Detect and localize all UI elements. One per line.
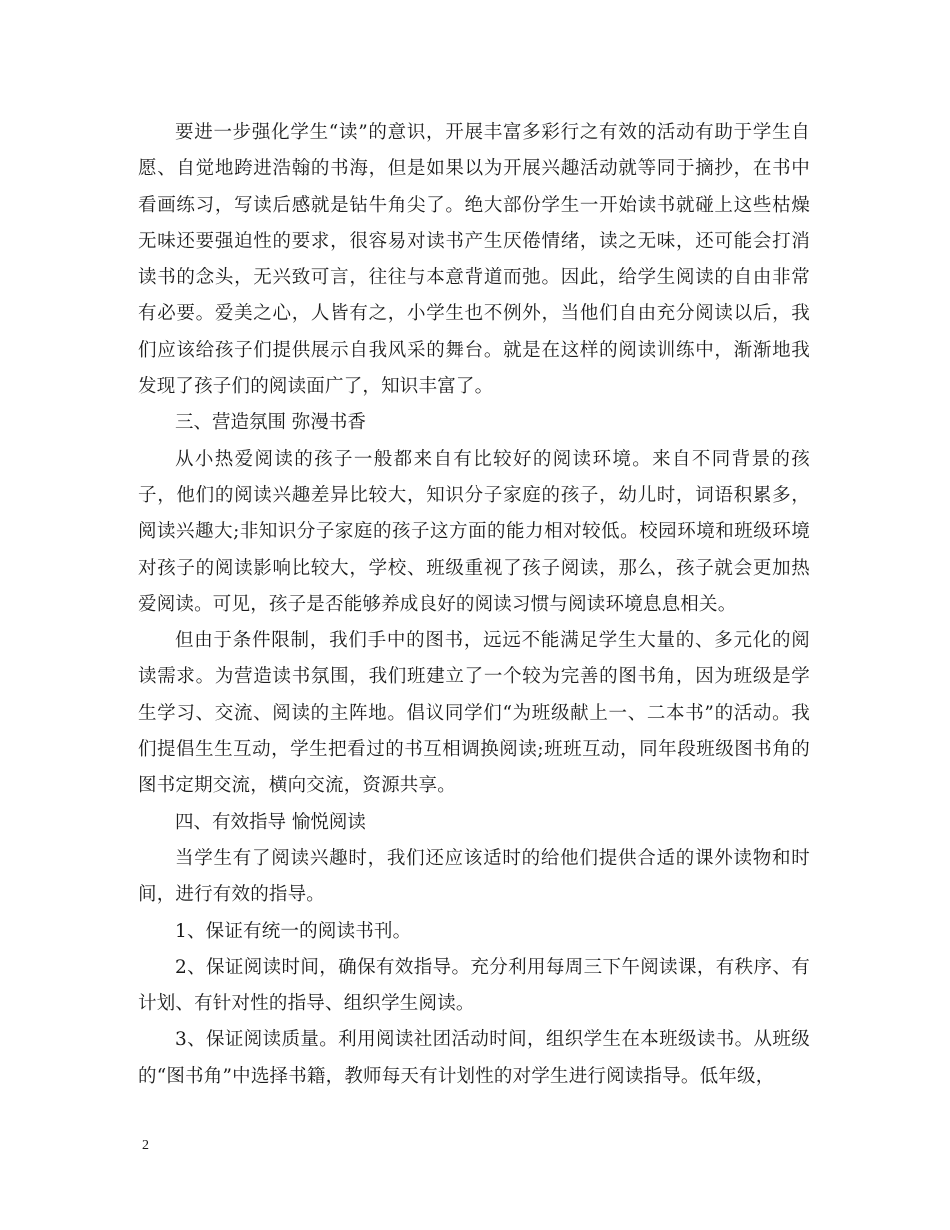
paragraph-guidance-intro: 当学生有了阅读兴趣时，我们还应该适时的给他们提供合适的课外读物和时间，进行有效的指导。 (138, 847, 810, 906)
page-number: 2 (142, 1138, 149, 1153)
section-heading-atmosphere: 三、营造氛围 弥漫书香 (175, 412, 366, 434)
list-item-unified-books: 1、保证有统一的阅读书刊。 (175, 920, 412, 942)
document-body (138, 115, 810, 1095)
paragraph-reading-environment: 从小热爱阅读的孩子一般都来自有比较好的阅读环境。来自不同背景的孩子，他们的阅读兴趣差异比较大，知识分子家庭的孩子，幼儿时，词语积累多，阅读兴趣大;非知识分子家庭的孩子这方面的能力相对较低。校园环境和班级环境对孩子的阅读影响比较大，学校、班级重视了孩子阅读，那么，孩子就会更加热爱阅读。可见，孩子是否能够养成良好的阅读习惯与阅读环境息息相关。 (138, 448, 810, 615)
section-heading-guidance: 四、有效指导 愉悦阅读 (175, 811, 366, 833)
paragraph-book-corner: 但由于条件限制，我们手中的图书，远远不能满足学生大量的、多元化的阅读需求。为营造读书氛围，我们班建立了一个较为完善的图书角，因为班级是学生学习、交流、阅读的主阵地。倡议同学们“为班级献上一、二本书”的活动。我们提倡生生互动，学生把看过的书互相调换阅读;班班互动，同年段班级图书角的图书定期交流，横向交流，资源共享。 (138, 630, 810, 797)
list-item-reading-time: 2、保证阅读时间，确保有效指导。充分利用每周三下午阅读课，有秩序、有计划、有针对性的指导、组织学生阅读。 (138, 956, 810, 1015)
list-item-reading-quality: 3、保证阅读质量。利用阅读社团活动时间，组织学生在本班级读书。从班级的“图书角”中选择书籍，教师每天有计划性的对学生进行阅读指导。低年级， (138, 1029, 810, 1087)
paragraph-reading-awareness: 要进一步强化学生“读”的意识，开展丰富多彩行之有效的活动有助于学生自愿、自觉地跨进浩翰的书海，但是如果以为开展兴趣活动就等同于摘抄，在书中看画练习，写读后感就是钻牛角尖了。绝大部份学生一开始读书就碰上这些枯燥无味还要强迫性的要求，很容易对读书产生厌倦情绪，读之无味，还可能会打消读书的念头，无兴致可言，往往与本意背道而弛。因此，给学生阅读的自由非常有必要。爱美之心，人皆有之，小学生也不例外，当他们自由充分阅读以后，我们应该给孩子们提供展示自我风采的舞台。就是在这样的阅读训练中，渐渐地我发现了孩子们的阅读面广了，知识丰富了。 (138, 122, 810, 398)
